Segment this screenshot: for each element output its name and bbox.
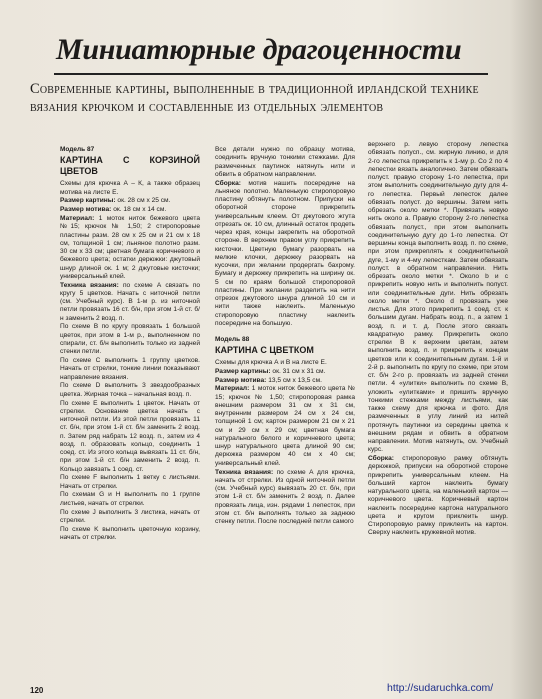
title-underline <box>54 73 488 75</box>
model-88-title: КАРТИНА С ЦВЕТКОМ <box>215 344 314 355</box>
page-title: Миниатюрные драгоценности <box>56 33 462 66</box>
model-88-materials <box>215 385 355 468</box>
size-label: Размер картины: <box>215 367 271 375</box>
materials-text: 1 моток ниток бежевого цвета № 15; крючок № 1,50; стиропоровая рамка внешним размером 31 см х 31 см, внутренним размером 24 см х 24 см, толщиной 1 см; картон размером 21 см х 21 см и 29 см х 29 см; цветная бумага натурального белого и коричневого цвета; шнур натурального цвета длиной 90 см; дерюжка размером 40 см х 40 см; универсальный клей. <box>215 385 355 467</box>
assembly-text: мотив нашить посередине на льняное полотно. Маленькую стиропоровую пластину обтянуть полотном. Припуски на оборотной стороне прикрепить универсальным клеем. От джутового жгута отрезать ок. 10 см, длинный остаток продеть через края, концы закрепить на оборотной стороне. В верхнем правом углу прикрепить кисточки. Цветную бумагу разорвать на мелкие клочки, дерюжку разорвать на кусочки, при желании продергать бахрому. Бумагу и дерюжку прикрепить на ширину ок. 5 см по краям большой стиропоровой пластины. При желании разделить на нити отрезок джутового шнура длиной 10 см и нити также наклеить. Маленькую стиропоровую пластину наклеить посередине на большую. <box>215 179 355 327</box>
model-87-title: КАРТИНА С КОРЗИНОЙ ЦВЕТОВ <box>60 155 200 177</box>
scheme-c-paragraph: По схеме С выполнить 1 группу цветков. Начать от стрелки, тонкие линии показывают направление вязания. <box>60 357 200 381</box>
motif-size-label: Размер мотива: <box>215 376 267 384</box>
model-88-size <box>215 368 355 376</box>
model-88-assembly <box>368 455 508 538</box>
materials-text: 1 моток ниток бежевого цвета №15; крючок № 1,50; 2 стиропоровые пластины разм. 28 см х 25 см и 21 см х 18 см, толщиной 1 см; льняное полотно разм. 30 см х 33 см; цветная бумага коричневого и бежевого цвета; остатки дерюжки: джутовый шнур длиной ок. 1 м; 2 джутовые кисточки; универсальный клей. <box>60 215 200 280</box>
scheme-gh-paragraph: По схемам G и H выполнить по 1 группе листьев, начать от стрелки. <box>60 491 200 507</box>
technique-label: Техника вязания: <box>215 468 274 476</box>
materials-label: Материал: <box>215 385 250 393</box>
model-87-label: Модель 87 <box>60 146 95 153</box>
assembly-label: Сборка: <box>215 179 241 187</box>
technique-continued: верхнего р. левую сторону лепестка обвязать полусп., см. жирную линию, и для 2-го лепестка прикрепить к 1-му р. Со 2 по 4 лепестки вязать аналогично. Затем обвязать полуст. правую сторону 1-го лепестка, при этом выполнить соединительную дугу для 4-го лепестка. Первый лепесток далее обвязать полуст. до вершины. Затем нить обрезать около метки *. Привязать новую нить около а. Правую сторону 2-го лепестка обвязать полуст., при этом выполнить соединительную дугу до 1-го лепестка. От вершины конца выполнить возд. п. по схеме, при этом прикреплять к соединительной дуге, 1-му и 4-му лепесткам. Затем обвязать полуст. в обратном направлении. Нить обрезать около метки *. Около b и с прикрепить новую нить и выполнить полуст. или соединительные дуги. Нить обрезать около метки *. Около d провязать уже листья. Для этого прикрепить 1 соед. ст. к большим дугам. Набрать возд. п., а затем 1 возд. п. и т. д. После этого связать квадратную рамку. Прикрепить около стрелки В к верхним цветам, затем выполнить возд. п. и прикрепить к концам цветков или к соединительным дугам. 1-й и 2-й р. выполнить по кругу по схеме, при этом ст. б/н 2-го р. провязать из задней стенки петли. 4 «улитки» выполнить по схеме В, уложить «улитками» и пришить вручную тонкими стежками между листьями, как также схему для крючка и фото. Для размеченных в углу линий из нитей протянуть паутинки из середины цветка к внешним рядам и обвить в обратном направлении. Мотив натянуть, см. Учебный курс. <box>368 141 508 454</box>
technique-text: по схеме А для крючка, начать от стрелки. Из одной ниточной петли (см. Учебный курс) вывязать 20 ст. б/н, при этом 1-й ст. б/н заменить 2 возд. п. Далее провязать лица, изн. рядами 1 лепесток, при этом ст. б/н выполнять только за заднюю стенку петли. После последней петли самого <box>215 468 355 526</box>
page-subtitle: Современные картины, выполненные в традиционной ирландской технике вязания крючком и составленные из отдельных элементов <box>30 81 479 115</box>
model-88-motif-size <box>215 377 355 385</box>
size-label: Размер картины: <box>60 197 116 205</box>
model-87-assembly <box>215 180 355 329</box>
assembly-label: Сборка: <box>368 455 394 463</box>
technique-text: по схеме А связать по кругу 5 цветков. Начать с ниточной петли (см. Учебный курс). В 1-м р. из ниточной петли провязать 16 ст. б/н, при этом 1-й ст. б/н заменить 2 возд. п. <box>60 281 200 322</box>
model-87-motif-size <box>60 206 200 214</box>
column-middle <box>215 146 355 527</box>
scheme-j-paragraph: По схеме J выполнить 3 листика, начать от стрелки. <box>60 508 200 524</box>
size-value: ок. 28 см х 25 см. <box>117 197 171 205</box>
motif-assembly-intro: Все детали нужно по образцу мотива, соединить вручную тонкими стежками. Для размеченных паутинок натянуть нити и обвить в обратном направлении. <box>215 146 355 178</box>
scheme-b-paragraph: По схеме В по кругу провязать 1 большой цветок, при этом в 1-м р., выполненном по спирали, ст. б/н выполнить только из задней стенки петли. <box>60 323 200 356</box>
motif-size-value: ок. 18 см х 14 см. <box>113 206 167 214</box>
motif-size-value: 13,5 см х 13,5 см. <box>268 376 322 384</box>
model-88-label: Модель 88 <box>215 335 250 343</box>
scheme-e-paragraph: По схеме E выполнить 1 цветок. Начать от стрелки. Основание цветка начать с ниточной петли. Из этой петли провязать 11 ст. б/н, при этом 1-й ст. б/н заменить 2 возд. п. Затем ряд набрать 12 возд. п., затем из 4 возд. п. образовать кольцо, соединить 1 соед. ст. Из этого кольца вывязать 11 ст. б/н, при этом 1-й ст. б/н заменить 2 возд. п. Кольцо завязать 1 соед. ст. <box>60 399 200 473</box>
model-87-size <box>60 197 200 205</box>
page-number: 120 <box>30 686 44 695</box>
technique-label: Техника вязания: <box>60 281 119 289</box>
scheme-k-paragraph: По схеме K выполнить цветочную корзину, начать от стрелки. <box>60 525 200 541</box>
scheme-d-paragraph: По схеме D выполнить 3 звездообразных цветка. Жирная точка – начальная возд. п. <box>60 382 200 398</box>
column-model-87 <box>60 146 200 543</box>
assembly-text: стиропоровую рамку обтянуть дерюжкой, припуски на оборотной стороне прикрепить универсальным клеем. На больший картон наклеить бумагу натурального цвета, на маленький картон — коричневого цвета. Коричневый картон наклеить посередине картона натурального цвета и кругом приклеить шнур. Стиропоровую рамку приклеить на картон. Сверху наклеить кружевной мотив. <box>368 455 508 537</box>
motif-size-label: Размер мотива: <box>60 206 112 214</box>
model-87-materials <box>60 215 200 281</box>
size-value: ок. 31 см х 31 см. <box>272 367 326 375</box>
model-88-technique <box>215 469 355 527</box>
model-88-intro: Схемы для крючка А и В на листе Е. <box>215 358 327 366</box>
section-gap <box>215 329 355 336</box>
scheme-f-paragraph: По схеме F выполнить 1 ветку с листьями. Начать от стрелки. <box>60 474 200 490</box>
source-url-watermark: http://sudaruchka.com/ <box>387 682 494 694</box>
model-87-intro: Схемы для крючка А – К, а также образец мотива на листе Е. <box>60 180 200 196</box>
materials-label: Материал: <box>60 215 95 223</box>
model-87-technique <box>60 282 200 323</box>
column-right <box>368 141 508 538</box>
